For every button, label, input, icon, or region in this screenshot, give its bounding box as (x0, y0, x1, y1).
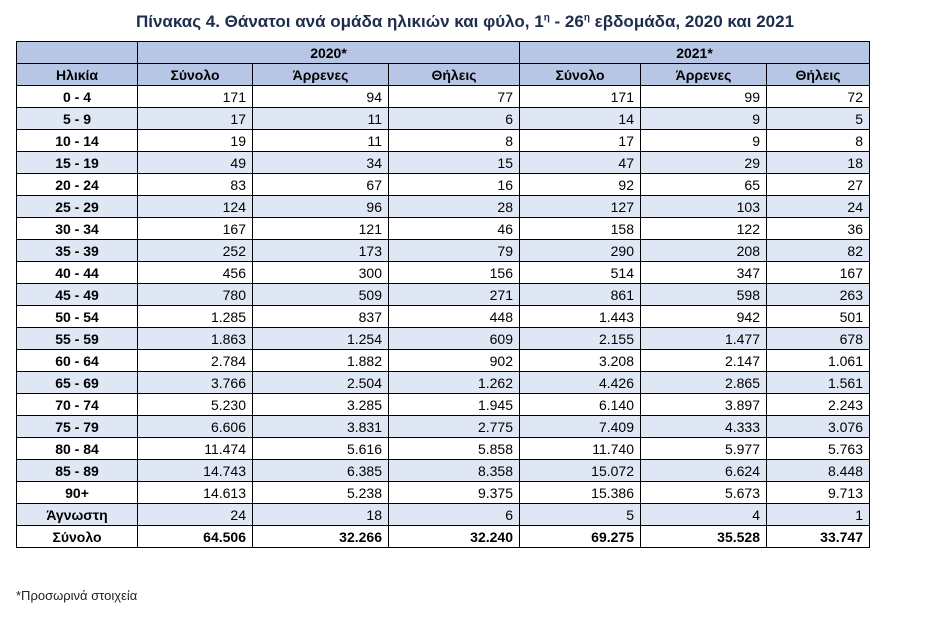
table-row (17, 86, 870, 108)
value-cell-2021-total: 171 (520, 86, 641, 108)
value-cell-2020-total: 2.784 (138, 350, 253, 372)
age-group-cell: 15 - 19 (17, 152, 138, 174)
value-cell-2021-total: 158 (520, 218, 641, 240)
value-cell-2021-male: 29 (641, 152, 767, 174)
value-cell-2020-male: 173 (253, 240, 389, 262)
value-cell-2020-male: 94 (253, 86, 389, 108)
age-group-cell: 0 - 4 (17, 86, 138, 108)
value-cell-2021-male: 347 (641, 262, 767, 284)
value-cell-2020-male: 5.238 (253, 482, 389, 504)
value-cell-2021-female: 1.061 (767, 350, 870, 372)
age-group-cell: 80 - 84 (17, 438, 138, 460)
value-cell-2021-female: 72 (767, 86, 870, 108)
value-cell-2020-female: 15 (389, 152, 520, 174)
value-cell-2021-female: 9.713 (767, 482, 870, 504)
value-cell-2021-total: 92 (520, 174, 641, 196)
value-cell-2020-female: 271 (389, 284, 520, 306)
value-cell-2020-total: 11.474 (138, 438, 253, 460)
value-cell-2020-male: 34 (253, 152, 389, 174)
value-cell-2020-female: 16 (389, 174, 520, 196)
value-cell-2020-female: 2.775 (389, 416, 520, 438)
age-group-cell: 90+ (17, 482, 138, 504)
value-cell-2020-total: 171 (138, 86, 253, 108)
age-group-cell: 5 - 9 (17, 108, 138, 130)
table-row-total (17, 526, 870, 548)
value-cell-2021-male: 208 (641, 240, 767, 262)
value-cell-2020-male: 1.254 (253, 328, 389, 350)
value-cell-2020-male: 5.616 (253, 438, 389, 460)
value-cell-2021-total: 7.409 (520, 416, 641, 438)
age-group-cell: 85 - 89 (17, 460, 138, 482)
table-row (17, 108, 870, 130)
value-cell-2021-male: 5.977 (641, 438, 767, 460)
value-cell-2021-male: 598 (641, 284, 767, 306)
value-cell-2020-female: 9.375 (389, 482, 520, 504)
value-cell-2020-female: 79 (389, 240, 520, 262)
table-row (17, 218, 870, 240)
value-cell-2021-female: 82 (767, 240, 870, 262)
value-cell-2020-female: 5.858 (389, 438, 520, 460)
table-row (17, 306, 870, 328)
age-group-cell: 65 - 69 (17, 372, 138, 394)
value-cell-2020-male: 3.285 (253, 394, 389, 416)
footnote: *Προσωρινά στοιχεία (16, 588, 138, 603)
value-cell-2021-male: 3.897 (641, 394, 767, 416)
age-group-cell: 40 - 44 (17, 262, 138, 284)
age-group-cell: 25 - 29 (17, 196, 138, 218)
value-cell-2020-female: 6 (389, 504, 520, 526)
header-age: Ηλικία (17, 64, 138, 86)
header-empty-cell (17, 42, 138, 64)
value-cell-2020-male: 32.266 (253, 526, 389, 548)
value-cell-2021-total: 11.740 (520, 438, 641, 460)
value-cell-2021-total: 127 (520, 196, 641, 218)
deaths-table (16, 41, 870, 548)
table-row (17, 130, 870, 152)
age-group-cell: Σύνολο (17, 526, 138, 548)
value-cell-2020-total: 456 (138, 262, 253, 284)
value-cell-2020-total: 1.863 (138, 328, 253, 350)
header-2020-female: Θήλεις (389, 64, 520, 86)
value-cell-2020-total: 252 (138, 240, 253, 262)
value-cell-2020-total: 6.606 (138, 416, 253, 438)
value-cell-2021-total: 14 (520, 108, 641, 130)
value-cell-2020-total: 49 (138, 152, 253, 174)
value-cell-2020-male: 3.831 (253, 416, 389, 438)
value-cell-2020-total: 19 (138, 130, 253, 152)
value-cell-2020-male: 121 (253, 218, 389, 240)
value-cell-2021-male: 6.624 (641, 460, 767, 482)
value-cell-2021-total: 6.140 (520, 394, 641, 416)
header-row-columns (17, 64, 870, 86)
age-group-cell: 75 - 79 (17, 416, 138, 438)
age-group-cell: Άγνωστη (17, 504, 138, 526)
value-cell-2021-total: 5 (520, 504, 641, 526)
value-cell-2020-male: 11 (253, 130, 389, 152)
value-cell-2020-female: 902 (389, 350, 520, 372)
header-2020-male: Άρρενες (253, 64, 389, 86)
value-cell-2021-total: 1.443 (520, 306, 641, 328)
table-row (17, 394, 870, 416)
age-group-cell: 50 - 54 (17, 306, 138, 328)
value-cell-2020-total: 17 (138, 108, 253, 130)
value-cell-2020-male: 67 (253, 174, 389, 196)
table-title (0, 12, 930, 32)
age-group-cell: 35 - 39 (17, 240, 138, 262)
value-cell-2020-total: 5.230 (138, 394, 253, 416)
value-cell-2021-total: 4.426 (520, 372, 641, 394)
value-cell-2021-male: 2.865 (641, 372, 767, 394)
value-cell-2020-male: 837 (253, 306, 389, 328)
age-group-cell: 55 - 59 (17, 328, 138, 350)
value-cell-2021-female: 24 (767, 196, 870, 218)
table-row (17, 196, 870, 218)
value-cell-2021-female: 3.076 (767, 416, 870, 438)
value-cell-2021-total: 15.072 (520, 460, 641, 482)
age-group-cell: 60 - 64 (17, 350, 138, 372)
table-row (17, 284, 870, 306)
value-cell-2021-total: 290 (520, 240, 641, 262)
table-row (17, 174, 870, 196)
age-group-cell: 20 - 24 (17, 174, 138, 196)
value-cell-2021-male: 5.673 (641, 482, 767, 504)
value-cell-2021-male: 2.147 (641, 350, 767, 372)
age-group-cell: 10 - 14 (17, 130, 138, 152)
age-group-cell: 30 - 34 (17, 218, 138, 240)
value-cell-2020-male: 300 (253, 262, 389, 284)
value-cell-2021-female: 8 (767, 130, 870, 152)
value-cell-2020-female: 448 (389, 306, 520, 328)
value-cell-2021-total: 15.386 (520, 482, 641, 504)
value-cell-2020-female: 1.945 (389, 394, 520, 416)
value-cell-2020-total: 83 (138, 174, 253, 196)
title-superscript-1: η (543, 12, 550, 24)
value-cell-2021-total: 2.155 (520, 328, 641, 350)
age-group-cell: 70 - 74 (17, 394, 138, 416)
table-row (17, 350, 870, 372)
value-cell-2020-male: 6.385 (253, 460, 389, 482)
value-cell-2020-female: 1.262 (389, 372, 520, 394)
value-cell-2021-female: 501 (767, 306, 870, 328)
value-cell-2021-total: 69.275 (520, 526, 641, 548)
value-cell-2021-male: 9 (641, 108, 767, 130)
header-2021-male: Άρρενες (641, 64, 767, 86)
value-cell-2021-male: 65 (641, 174, 767, 196)
value-cell-2020-total: 167 (138, 218, 253, 240)
value-cell-2020-total: 14.613 (138, 482, 253, 504)
table-row (17, 460, 870, 482)
value-cell-2020-male: 1.882 (253, 350, 389, 372)
title-text-after: εβδομάδα, 2020 και 2021 (589, 12, 795, 31)
value-cell-2021-female: 27 (767, 174, 870, 196)
value-cell-2021-female: 18 (767, 152, 870, 174)
value-cell-2021-total: 17 (520, 130, 641, 152)
value-cell-2021-male: 122 (641, 218, 767, 240)
value-cell-2020-male: 11 (253, 108, 389, 130)
value-cell-2021-male: 4.333 (641, 416, 767, 438)
value-cell-2020-female: 77 (389, 86, 520, 108)
value-cell-2020-total: 14.743 (138, 460, 253, 482)
value-cell-2021-female: 1 (767, 504, 870, 526)
header-year-2020: 2020* (138, 42, 520, 64)
value-cell-2020-total: 1.285 (138, 306, 253, 328)
title-superscript-2: η (583, 12, 590, 24)
age-group-cell: 45 - 49 (17, 284, 138, 306)
table-row (17, 504, 870, 526)
value-cell-2020-female: 6 (389, 108, 520, 130)
value-cell-2020-total: 3.766 (138, 372, 253, 394)
value-cell-2020-male: 96 (253, 196, 389, 218)
value-cell-2021-female: 2.243 (767, 394, 870, 416)
value-cell-2021-total: 47 (520, 152, 641, 174)
value-cell-2020-male: 2.504 (253, 372, 389, 394)
value-cell-2021-female: 36 (767, 218, 870, 240)
value-cell-2020-female: 156 (389, 262, 520, 284)
header-row-years (17, 42, 870, 64)
value-cell-2021-female: 263 (767, 284, 870, 306)
value-cell-2021-total: 3.208 (520, 350, 641, 372)
table-row (17, 152, 870, 174)
value-cell-2020-female: 28 (389, 196, 520, 218)
table-row (17, 438, 870, 460)
table-body (17, 86, 870, 548)
table-row (17, 262, 870, 284)
value-cell-2020-total: 780 (138, 284, 253, 306)
value-cell-2021-female: 5.763 (767, 438, 870, 460)
value-cell-2021-female: 678 (767, 328, 870, 350)
value-cell-2021-male: 99 (641, 86, 767, 108)
value-cell-2020-total: 24 (138, 504, 253, 526)
value-cell-2021-male: 9 (641, 130, 767, 152)
title-text-middle: - 26 (549, 12, 584, 31)
value-cell-2020-female: 32.240 (389, 526, 520, 548)
value-cell-2020-female: 8.358 (389, 460, 520, 482)
table-row (17, 372, 870, 394)
value-cell-2021-total: 861 (520, 284, 641, 306)
value-cell-2020-female: 609 (389, 328, 520, 350)
header-2021-total: Σύνολο (520, 64, 641, 86)
value-cell-2021-female: 5 (767, 108, 870, 130)
value-cell-2021-male: 103 (641, 196, 767, 218)
table-header (17, 42, 870, 86)
value-cell-2021-female: 33.747 (767, 526, 870, 548)
value-cell-2021-male: 35.528 (641, 526, 767, 548)
value-cell-2021-total: 514 (520, 262, 641, 284)
header-2020-total: Σύνολο (138, 64, 253, 86)
table-row (17, 416, 870, 438)
value-cell-2020-total: 124 (138, 196, 253, 218)
table-row (17, 482, 870, 504)
value-cell-2021-male: 4 (641, 504, 767, 526)
value-cell-2020-female: 8 (389, 130, 520, 152)
table-row (17, 328, 870, 350)
table-row (17, 240, 870, 262)
header-year-2021: 2021* (520, 42, 870, 64)
header-2021-female: Θήλεις (767, 64, 870, 86)
value-cell-2020-male: 18 (253, 504, 389, 526)
value-cell-2021-female: 167 (767, 262, 870, 284)
value-cell-2021-female: 8.448 (767, 460, 870, 482)
value-cell-2020-total: 64.506 (138, 526, 253, 548)
value-cell-2021-male: 942 (641, 306, 767, 328)
value-cell-2020-male: 509 (253, 284, 389, 306)
value-cell-2021-female: 1.561 (767, 372, 870, 394)
value-cell-2020-female: 46 (389, 218, 520, 240)
title-text-before: Πίνακας 4. Θάνατοι ανά ομάδα ηλικιών και φύλο, 1 (135, 12, 544, 31)
value-cell-2021-male: 1.477 (641, 328, 767, 350)
